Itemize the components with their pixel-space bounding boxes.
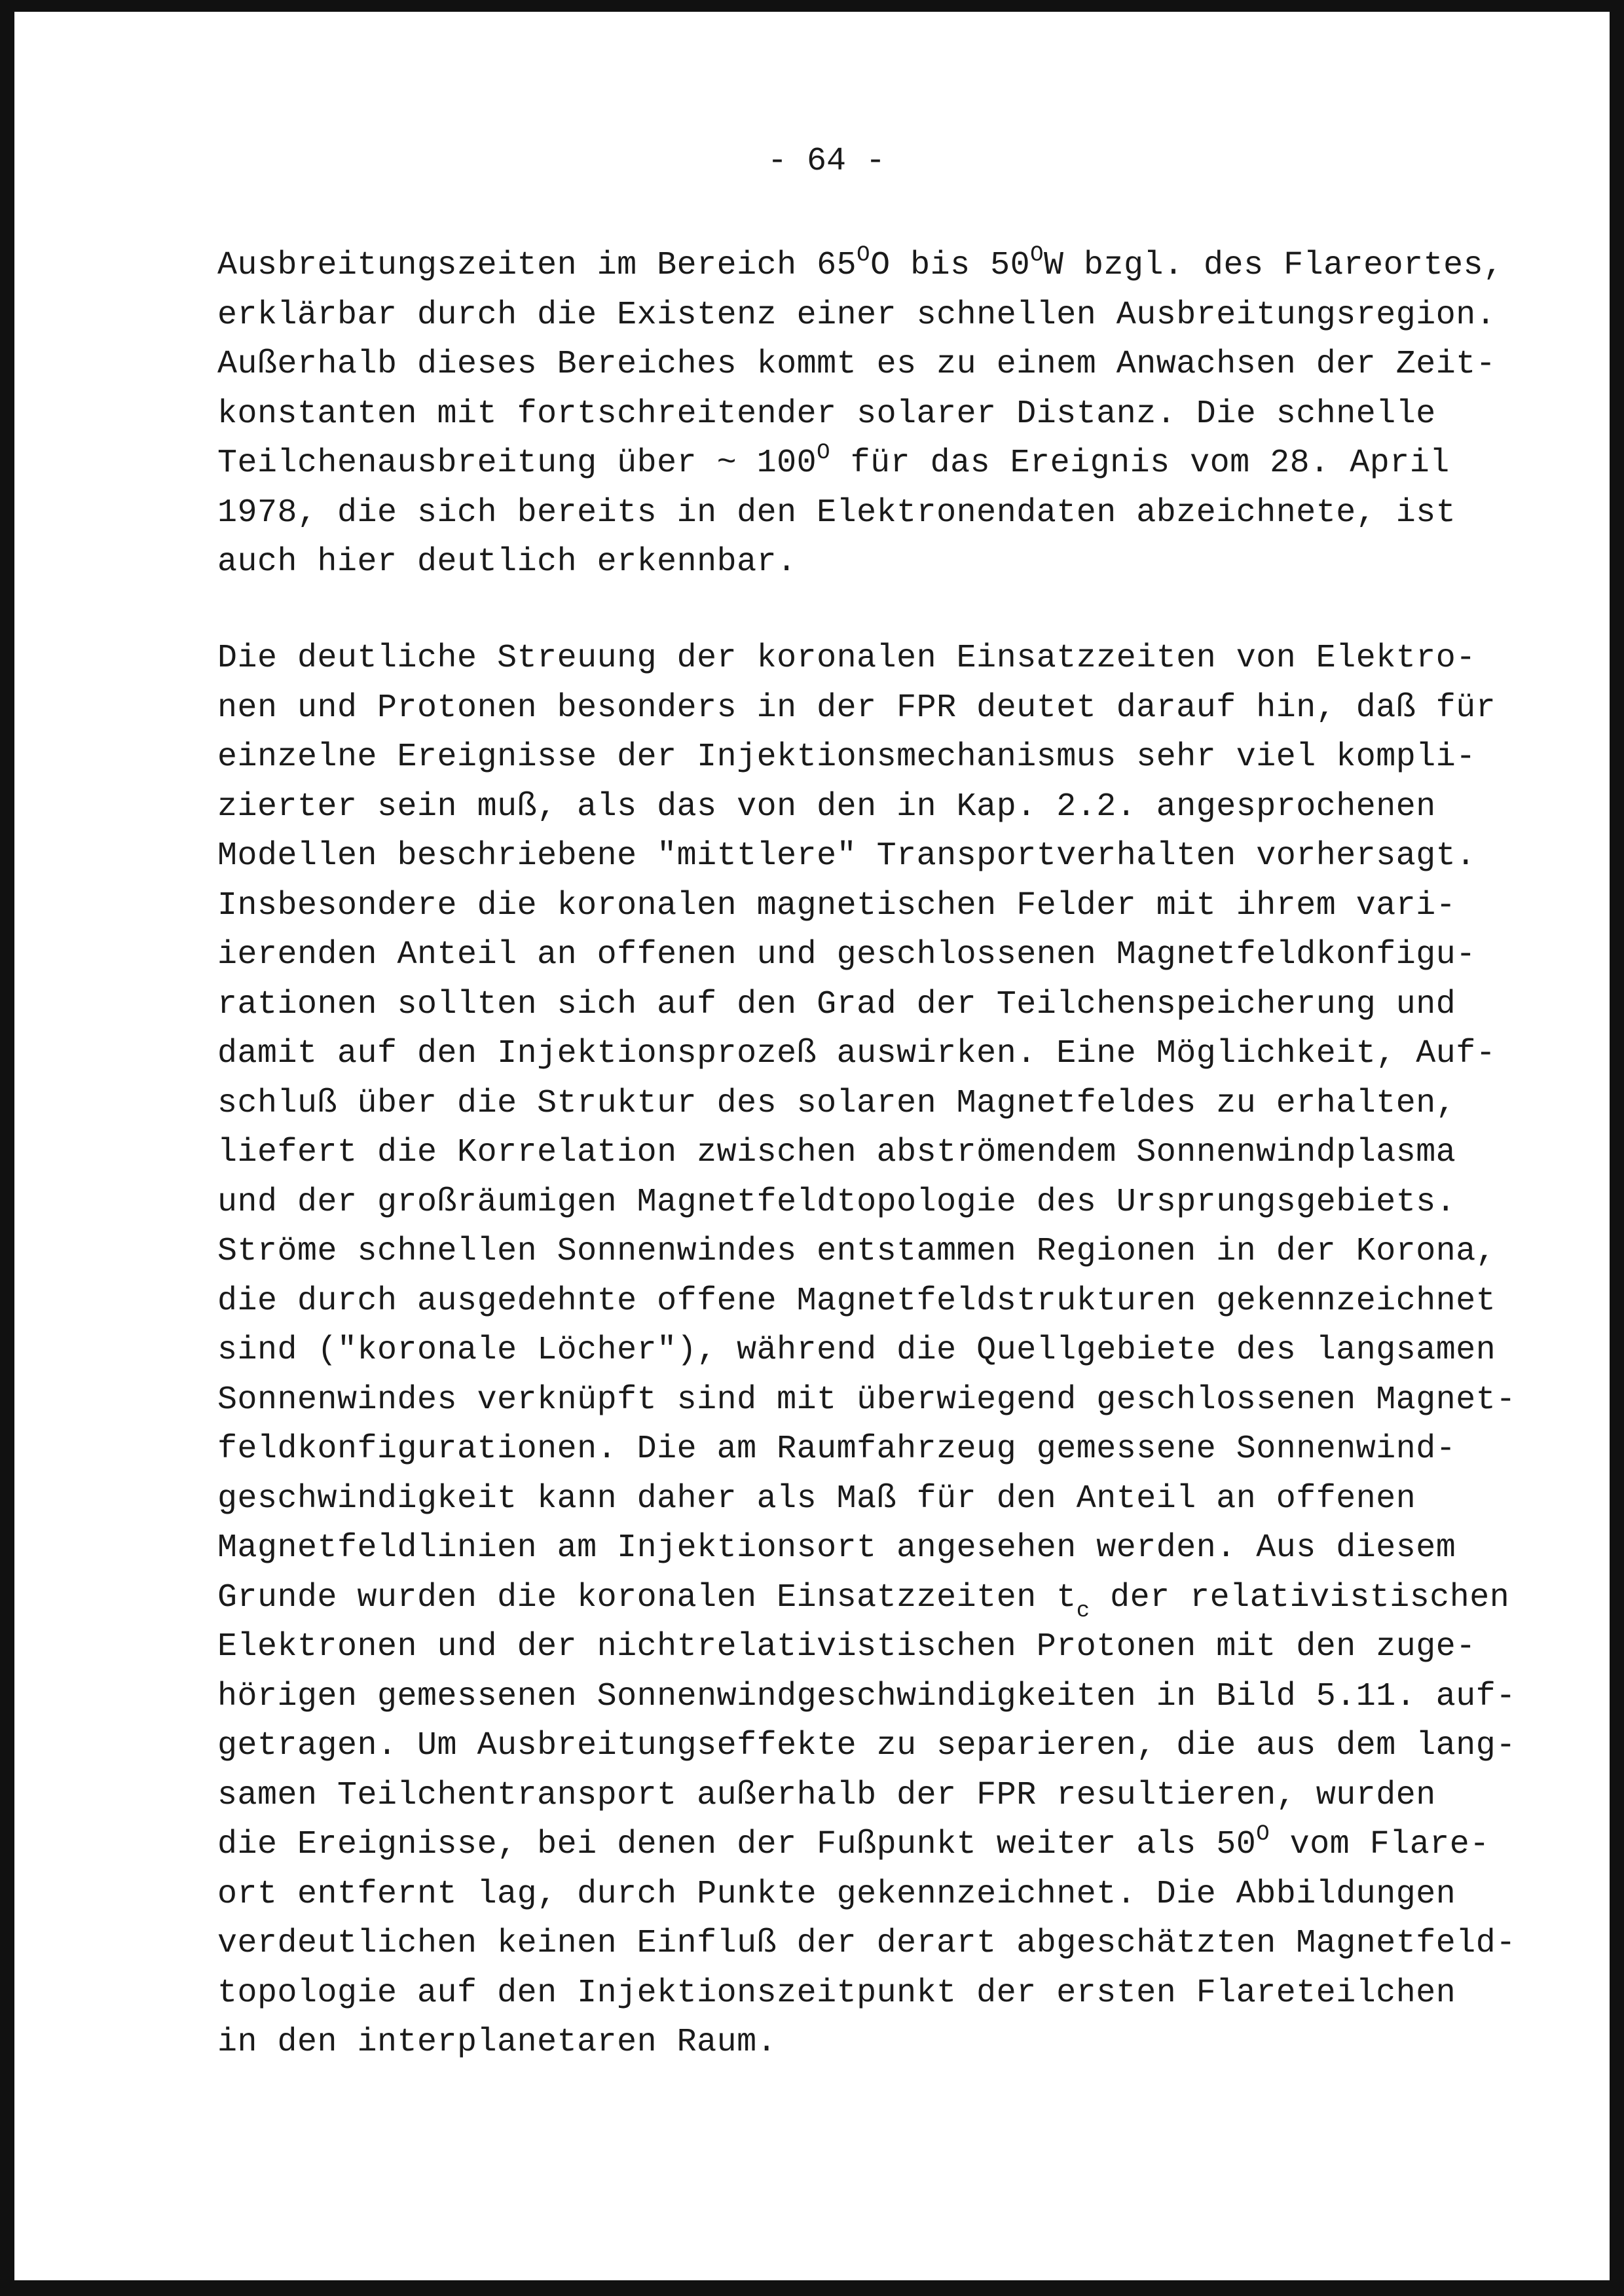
text-line — [217, 340, 1527, 390]
text-run: Insbesondere die koronalen magnetischen Felder mit ihrem vari- — [217, 886, 1456, 924]
text-run: geschwindigkeit kann daher als Maß für den Anteil an offenen — [217, 1480, 1416, 1518]
text-line — [217, 1573, 1527, 1623]
text-line — [217, 930, 1527, 980]
text-run: der relativistischen — [1090, 1578, 1510, 1616]
text-run: vom Flare- — [1270, 1826, 1490, 1863]
text-run: einzelne Ereignisse der Injektionsmechanismus sehr viel kompli- — [217, 738, 1476, 776]
text-run: Teilchenausbreitung über ~ 100 — [217, 445, 817, 482]
text-line — [217, 1079, 1527, 1129]
text-line — [217, 1326, 1527, 1376]
text-run: Ausbreitungszeiten im Bereich 65 — [217, 247, 857, 284]
text-line — [217, 881, 1527, 931]
text-run: verdeutlichen keinen Einfluß der derart abgeschätzten Magnetfeld- — [217, 1925, 1516, 1962]
superscript-degree: O — [817, 441, 831, 465]
text-run: und der großräumigen Magnetfeldtopologie des Ursprungsgebiets. — [217, 1183, 1456, 1221]
text-run: rationen sollten sich auf den Grad der Teilchenspeicherung und — [217, 985, 1456, 1023]
text-line — [217, 2018, 1527, 2068]
text-line — [217, 1376, 1527, 1425]
text-line — [217, 1969, 1527, 2018]
text-run: für das Ereignis vom 28. April — [830, 445, 1450, 482]
text-run: Magnetfeldlinien am Injektionsort angesehen werden. Aus diesem — [217, 1529, 1456, 1567]
text-run: Die deutliche Streuung der koronalen Einsatzzeiten von Elektro- — [217, 640, 1476, 677]
text-line — [217, 782, 1527, 832]
text-line — [217, 1178, 1527, 1228]
text-run: nen und Protonen besonders in der FPR deutet darauf hin, daß für — [217, 689, 1496, 727]
text-line — [217, 538, 1527, 587]
text-run: ierenden Anteil an offenen und geschlossenen Magnetfeldkonfigu- — [217, 936, 1476, 974]
text-run: topologie auf den Injektionszeitpunkt der ersten Flareteilchen — [217, 1974, 1456, 2012]
text-run: Modellen beschriebene "mittlere" Transportverhalten vorhersagt. — [217, 837, 1476, 875]
text-line — [217, 634, 1527, 683]
text-line — [217, 390, 1527, 439]
text-line — [217, 241, 1527, 291]
text-run: samen Teilchentransport außerhalb der FPR resultieren, wurden — [217, 1776, 1436, 1814]
paragraph-1 — [217, 241, 1527, 587]
text-run: zierter sein muß, als das von den in Kap. 2.2. angesprochenen — [217, 788, 1436, 826]
text-line — [217, 831, 1527, 881]
text-line — [217, 1425, 1527, 1474]
text-line — [217, 1820, 1527, 1870]
text-run: Grunde wurden die koronalen Einsatzzeiten t — [217, 1578, 1077, 1616]
text-run: getragen. Um Ausbreitungseffekte zu separieren, die aus dem lang- — [217, 1727, 1516, 1764]
text-line — [217, 1029, 1527, 1079]
text-run: O bis 50 — [870, 247, 1031, 284]
text-run: schluß über die Struktur des solaren Magnetfeldes zu erhalten, — [217, 1084, 1456, 1122]
text-run: Ströme schnellen Sonnenwindes entstammen Regionen in der Korona, — [217, 1233, 1496, 1270]
text-line — [217, 1870, 1527, 1920]
text-run: die durch ausgedehnte offene Magnetfeldstrukturen gekennzeichnet — [217, 1282, 1496, 1320]
text-line — [217, 1128, 1527, 1178]
text-line — [217, 1277, 1527, 1326]
subscript-index: c — [1076, 1598, 1090, 1624]
text-line — [217, 488, 1527, 538]
text-run: konstanten mit fortschreitender solarer Distanz. Die schnelle — [217, 395, 1436, 433]
text-run: sind ("koronale Löcher"), während die Quellgebiete des langsamen — [217, 1332, 1496, 1369]
page-number: - 64 - — [767, 143, 886, 180]
text-run: auch hier deutlich erkennbar. — [217, 543, 797, 581]
text-line — [217, 733, 1527, 782]
text-line — [217, 683, 1527, 733]
text-line — [217, 1919, 1527, 1969]
text-run: 1978, die sich bereits in den Elektronendaten abzeichnete, ist — [217, 494, 1456, 532]
text-line — [217, 1721, 1527, 1771]
text-run: W bzgl. des Flareortes, — [1044, 247, 1504, 284]
text-line — [217, 1622, 1527, 1672]
text-line — [217, 1771, 1527, 1821]
text-run: liefert die Korrelation zwischen abströmendem Sonnenwindplasma — [217, 1134, 1456, 1171]
text-run: feldkonfigurationen. Die am Raumfahrzeug gemessene Sonnenwind- — [217, 1430, 1456, 1468]
paragraph-2 — [217, 634, 1527, 2068]
text-line — [217, 291, 1527, 340]
text-run: hörigen gemessenen Sonnenwindgeschwindigkeiten in Bild 5.11. auf- — [217, 1677, 1516, 1715]
text-line — [217, 1672, 1527, 1722]
text-run: Sonnenwindes verknüpft sind mit überwiegend geschlossenen Magnet- — [217, 1381, 1516, 1419]
text-line — [217, 1474, 1527, 1524]
text-run: die Ereignisse, bei denen der Fußpunkt weiter als 50 — [217, 1826, 1257, 1863]
text-line — [217, 1227, 1527, 1277]
text-run: erklärbar durch die Existenz einer schnellen Ausbreitungsregion. — [217, 296, 1496, 334]
text-line — [217, 980, 1527, 1030]
text-run: ort entfernt lag, durch Punkte gekennzeichnet. Die Abbildungen — [217, 1875, 1456, 1913]
superscript-degree: O — [1030, 243, 1044, 268]
text-run: Elektronen und der nichtrelativistischen Protonen mit den zuge- — [217, 1628, 1476, 1666]
text-line — [217, 439, 1527, 488]
superscript-degree: O — [857, 243, 871, 268]
text-run: damit auf den Injektionsprozeß auswirken. Eine Möglichkeit, Auf- — [217, 1035, 1496, 1072]
text-run: in den interplanetaren Raum. — [217, 2024, 777, 2061]
text-run: Außerhalb dieses Bereiches kommt es zu einem Anwachsen der Zeit- — [217, 346, 1496, 383]
text-line — [217, 1523, 1527, 1573]
superscript-degree: O — [1256, 1822, 1270, 1847]
